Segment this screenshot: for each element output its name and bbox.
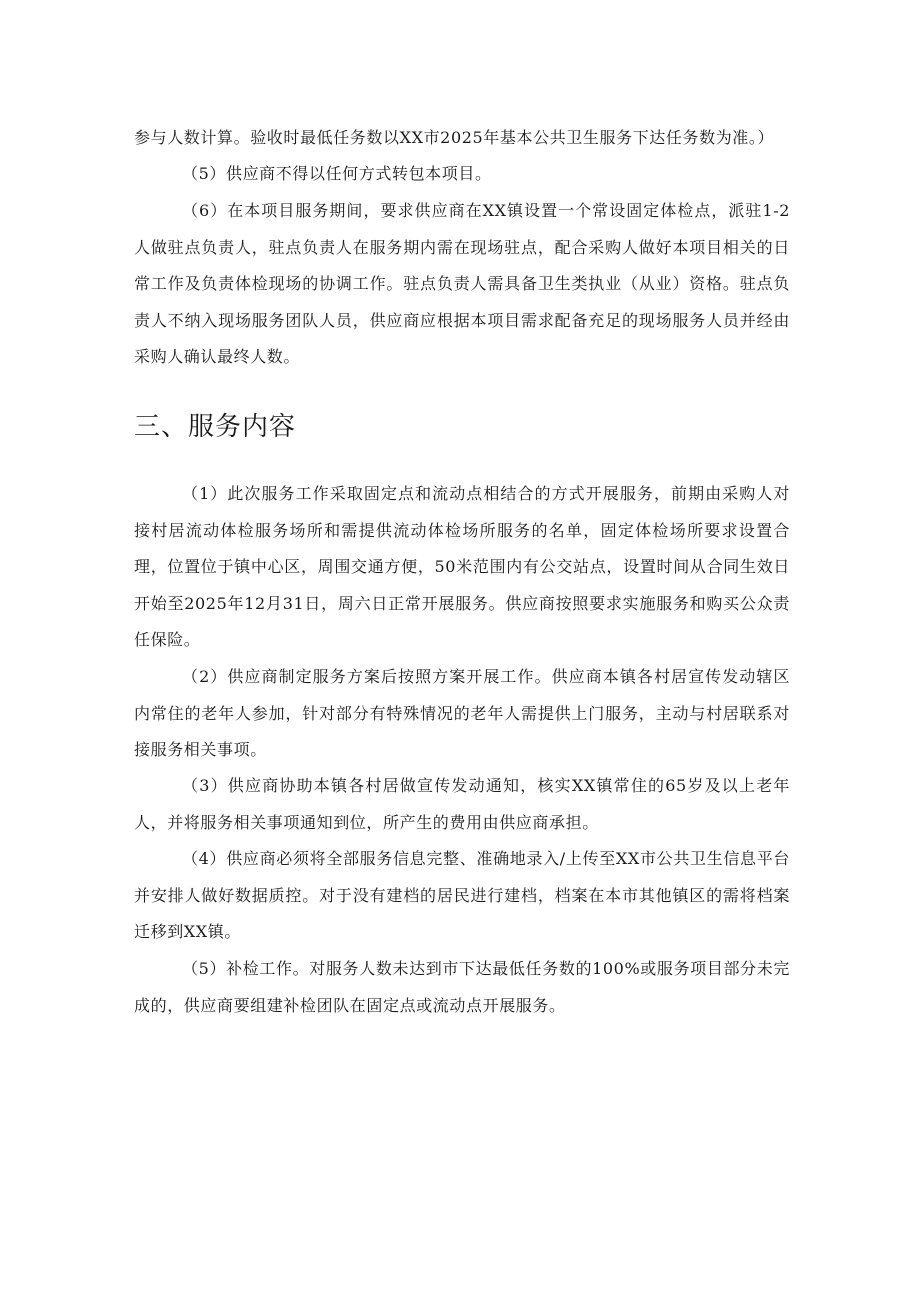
service-item-4: （4）供应商必须将全部服务信息完整、准确地录入/上传至XX市公共卫生信息平台并安排人做好数据质控。对于没有建档的居民进行建档，档案在本市其他镇区的需将档案迁移到XX镇。: [134, 849, 790, 941]
service-item-5: （5）补检工作。对服务人数未达到市下达最低任务数的100%或服务项目部分未完成的，供应商要组建补检团队在固定点或流动点开展服务。: [134, 959, 790, 1015]
service-item-3: （3）供应商协助本镇各村居做宣传发动通知，核实XX镇常住的65岁及以上老年人，并将服务相关事项通知到位，所产生的费用由供应商承担。: [134, 776, 790, 832]
prior-item-5: （5）供应商不得以任何方式转包本项目。: [182, 164, 492, 183]
service-item-1: （1）此次服务工作采取固定点和流动点相结合的方式开展服务，前期由采购人对接村居流动体检服务场所和需提供流动体检场所服务的名单，固定体检场所要求设置合理，位置位于镇中心区，周围交通方便，50米范围内有公交站点，设置时间从合同生效日开始至2025年12月31日，周六日正常开展服务。供应商按照要求实施服务和购买公众责任保险。: [134, 484, 790, 649]
continuation-paragraph: 参与人数计算。验收时最低任务数以XX市2025年基本公共卫生服务下达任务数为准。）: [134, 128, 775, 147]
section-heading: 三、服务内容: [134, 412, 297, 442]
service-item-2: （2）供应商制定服务方案后按照方案开展工作。供应商本镇各村居宣传发动辖区内常住的老年人参加，针对部分有特殊情况的老年人需提供上门服务，主动与村居联系对接服务相关事项。: [134, 667, 790, 759]
prior-item-6: （6）在本项目服务期间，要求供应商在XX镇设置一个常设固定体检点，派驻1-2人做驻点负责人，驻点负责人在服务期内需在现场驻点，配合采购人做好本项目相关的日常工作及负责体检现场的协调工作。驻点负责人需具备卫生类执业（从业）资格。驻点负责人不纳入现场服务团队人员，供应商应根据本项目需求配备充足的现场服务人员并经由采购人确认最终人数。: [134, 201, 790, 366]
